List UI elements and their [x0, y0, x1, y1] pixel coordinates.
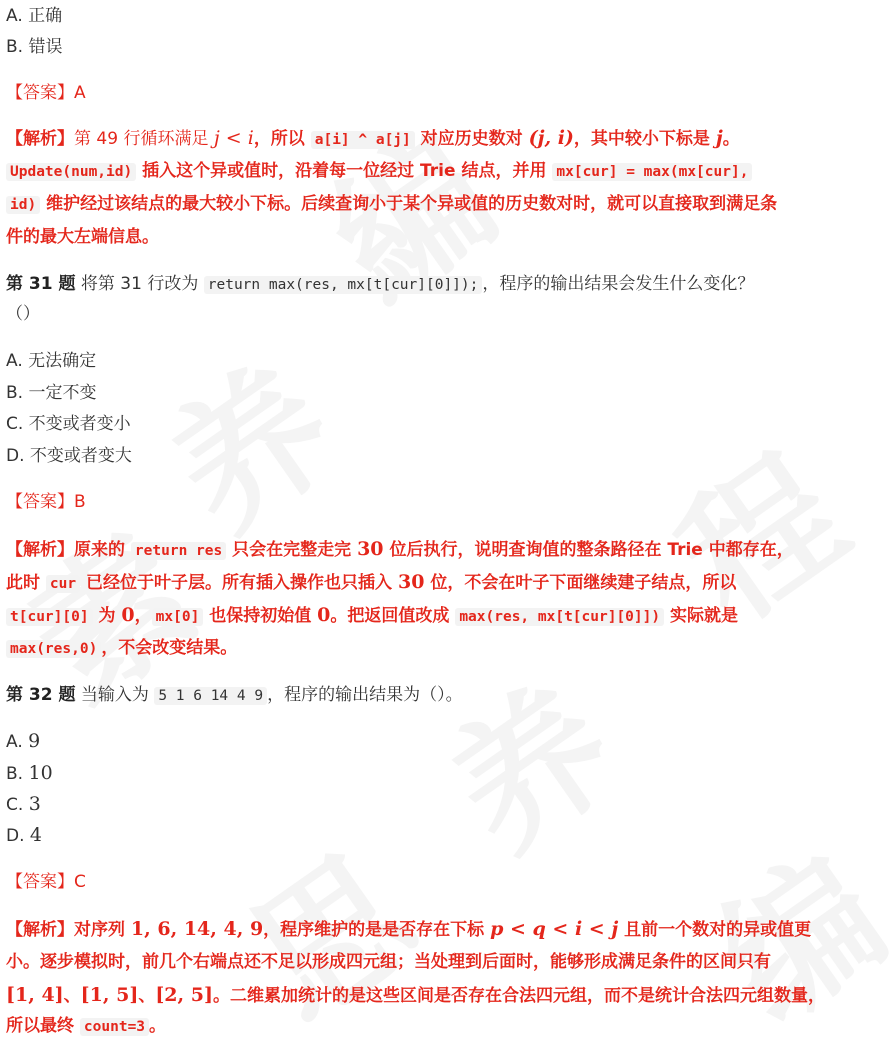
option-c: C. 不变或者变小 [6, 414, 131, 434]
option-b: B. 一定不变 [6, 383, 97, 403]
option-a: A. 无法确定 [6, 351, 97, 371]
option-d: D. 不变或者变大 [6, 446, 132, 466]
option-a: A. 正确 [6, 6, 63, 26]
explanation-line-4: max(res,0) ，不会改变结果。 [6, 635, 237, 662]
explanation-line-4: 所以最终 count=3 。 [6, 1016, 167, 1036]
explanation-line-3: t[cur][0] 为 0， mx[0] 也保持初始值 0。把返回值改成 max(res, mx[t[cur][0]]) 实际就是 [6, 602, 738, 630]
watermark-glyph [402, 627, 649, 890]
answer-line: 【答案】C [6, 872, 86, 892]
explanation-line-3: [1, 4]、[1, 5]、[2, 5]。二维累加统计的是这些区间是否存在合法四元组，而不是统计合法四元组数量， [6, 984, 825, 1006]
question-31-stem: 第 31 题 将第 31 行改为 return max(res, mx[t[cur][0]]); ，程序的输出结果会发生什么变化？ [6, 274, 755, 294]
option-d: D. 4 [6, 824, 42, 846]
question-32-stem: 第 32 题 当输入为 5 1 6 14 4 9 ，程序的输出结果为（）。 [6, 685, 463, 705]
explanation-line-4: 件的最大左端信息。 [6, 227, 159, 247]
option-a: A. 9 [6, 730, 41, 752]
explanation-line-1: 【解析】第 49 行循环满足 j < i，所以 a[i] ^ a[j] 对应历史数对 (j, i)，其中较小下标是 j。 [6, 127, 740, 149]
watermark-glyph [122, 307, 369, 570]
explanation-line-1: 【解析】原来的 return res 只会在完整走完 30 位后执行，说明查询值的整条路径在 Trie 中都存在， [6, 538, 794, 560]
option-b: B. 10 [6, 762, 53, 784]
explanation-line-2: Update(num,id) 插入这个异或值时，沿着每一位经过 Trie 结点，并用 mx[cur] = max(mx[cur], [6, 158, 752, 185]
option-c: C. 3 [6, 793, 41, 815]
option-b: B. 错误 [6, 37, 63, 57]
answer-line: 【答案】B [6, 492, 86, 512]
explanation-line-1: 【解析】对序列 1, 6, 14, 4, 9，程序维护的是是否存在下标 p < q < i < j 且前一个数对的异或值更 [6, 918, 812, 940]
explanation-line-2: 此时 cur 已经位于叶子层。所有插入操作也只插入 30 位，不会在叶子下面继续建子结点，所以 [6, 571, 737, 593]
answer-line: 【答案】A [6, 83, 86, 103]
explanation-line-2: 小。逐步模拟时，前几个右端点还不足以形成四元组；当处理到后面时，能够形成满足条件的区间只有 [6, 952, 771, 972]
question-31-blank: （） [6, 304, 40, 324]
explanation-line-3: id) 维护经过该结点的最大较小下标。后续查询小于某个异或值的历史数对时，就可以直接取到满足条 [6, 191, 777, 218]
